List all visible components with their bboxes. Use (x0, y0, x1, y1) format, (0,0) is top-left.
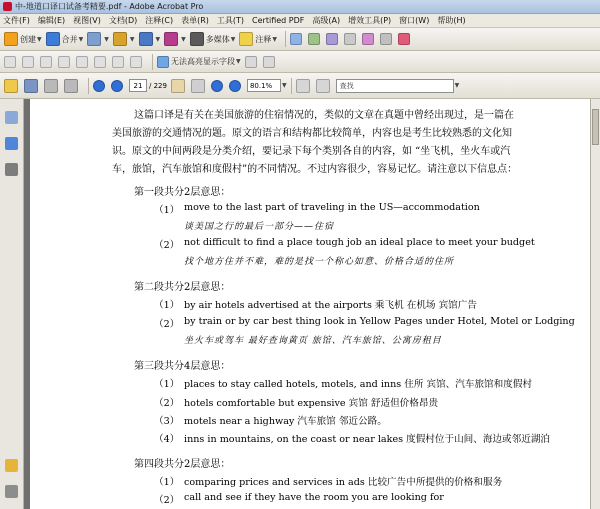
item-text: move to the last part of traveling in the US—accommodation (184, 202, 480, 213)
create-pdf-icon (4, 32, 18, 46)
item-translation: 谈美国之行的最后一部分——住宿 (184, 222, 335, 232)
forms-icon (164, 32, 178, 46)
hand-tool-button[interactable] (171, 78, 187, 94)
create-button[interactable] (4, 31, 42, 47)
menu-forms[interactable]: 表单(R) (181, 16, 209, 25)
scrollbar-thumb[interactable] (592, 109, 599, 145)
crop-tool-button[interactable] (308, 31, 322, 47)
item-number: （1） (154, 379, 180, 390)
intro-line: 车，旅馆，汽车旅馆和度假村”的不同情况。不过内容很少，容易记忆。请注意以下信息点： (112, 164, 518, 175)
toolbar-main (0, 28, 600, 51)
tool-dropdown[interactable] (76, 54, 90, 70)
intro-line: 这篇口译是有关在美国旅游的住宿情况的，类似的文章在真题中曾经出现过，是一篇在 (134, 110, 514, 121)
chevron-down-icon: ▼ (155, 35, 161, 43)
tool-signature[interactable] (112, 54, 126, 70)
menu-window[interactable]: 窗口(W) (399, 16, 430, 25)
preview-icon (245, 56, 257, 68)
chevron-down-icon[interactable]: ▼ (454, 82, 460, 89)
item-number: （2） (154, 319, 180, 330)
title-bar (0, 0, 600, 14)
tool-checkbox[interactable] (22, 54, 36, 70)
combine-icon (46, 32, 60, 46)
cursor-icon (290, 33, 302, 45)
item-text: hotels comfortable but expensive 宾馆 舒适但价格昂贵 (184, 398, 439, 409)
highlight-fields-label: 无法高亮显示字段 (171, 57, 235, 66)
menu-comments[interactable]: 注释(C) (145, 16, 174, 25)
comment-icon (239, 32, 253, 46)
chevron-down-icon: ▼ (129, 35, 135, 43)
menu-certified-pdf[interactable]: Certified PDF (252, 16, 305, 25)
toolbar-navigation (0, 73, 600, 99)
secure-button[interactable] (113, 31, 135, 47)
open-button[interactable] (4, 78, 20, 94)
arrow-up-icon (93, 80, 105, 92)
print-icon (44, 79, 58, 93)
signature-icon (112, 56, 124, 68)
email-button[interactable] (64, 78, 80, 94)
checkbox-icon (22, 56, 34, 68)
chevron-down-icon: ▼ (104, 35, 109, 43)
highlight-icon (398, 33, 410, 45)
text-icon (344, 33, 356, 45)
save-icon (24, 79, 38, 93)
next-page-button[interactable] (111, 78, 125, 94)
film-icon (190, 32, 204, 46)
item-number: （1） (154, 205, 180, 216)
fit-page-button[interactable] (296, 78, 312, 94)
item-number: （2） (154, 240, 180, 251)
marquee-zoom-button[interactable] (191, 78, 207, 94)
multimedia-button[interactable] (190, 31, 236, 47)
section-heading: 第二段共分2层意思： (134, 282, 231, 293)
crop-icon (308, 33, 320, 45)
multimedia-label: 多媒体 (205, 34, 230, 44)
item-text: places to stay called hotels, motels, and inns 住所 宾馆、汽车旅馆和度假村 (184, 379, 533, 390)
stamp-tool-button[interactable] (362, 31, 376, 47)
comment-button[interactable] (239, 31, 277, 47)
chevron-down-icon: ▼ (230, 35, 236, 43)
chevron-down-icon: ▼ (272, 35, 277, 43)
window-title: 中-地道口译口试备考精要.pdf - Adobe Acrobat Pro (15, 2, 204, 11)
item-number: （1） (154, 300, 180, 311)
distribute-button[interactable] (263, 54, 277, 70)
intro-line: 识。原文的中间两段是分类介绍，要记录下每个类别各自的内容，如 “坐飞机，坐火车或汽 (112, 146, 511, 157)
item-text: motels near a highway 汽车旅馆 邻近公路。 (184, 416, 387, 427)
pen-icon (139, 32, 153, 46)
menu-document[interactable]: 文档(D) (108, 16, 138, 25)
sign-button[interactable] (139, 31, 161, 47)
pdf-page (30, 99, 590, 509)
zoom-tool-icon (191, 79, 205, 93)
toolbar-forms (0, 51, 600, 73)
menu-tools[interactable]: 工具(T) (216, 16, 245, 25)
menu-help[interactable]: 帮助(H) (437, 16, 466, 25)
radio-icon (40, 56, 52, 68)
item-translation: 坐火车或驾车 最好查询黄页 旅馆、汽车旅馆、公寓房租目 (184, 336, 442, 346)
item-text: by air hotels advertised at the airports 乘飞机 在机场 宾馆广告 (184, 300, 477, 311)
folder-icon (4, 79, 18, 93)
barcode-icon (130, 56, 142, 68)
search-input[interactable]: 查找 (336, 79, 454, 93)
object-icon (380, 33, 392, 45)
fit-width-button[interactable] (316, 78, 332, 94)
highlight-fields-icon (157, 56, 169, 68)
forms-button[interactable] (164, 31, 186, 47)
chevron-down-icon: ▼ (37, 35, 42, 43)
chevron-down-icon[interactable]: ▼ (281, 82, 287, 89)
email-icon (64, 79, 78, 93)
navigation-pane (0, 99, 24, 509)
lock-icon (113, 32, 127, 46)
item-translation: 找个地方住并不难，难的是找一个称心如意、价格合适的住所 (184, 257, 455, 267)
section-heading: 第四段共分2层意思： (134, 459, 231, 470)
acrobat-icon (3, 2, 12, 11)
fit-page-icon (296, 79, 310, 93)
text-tool-button[interactable] (344, 31, 358, 47)
collaborate-button[interactable] (87, 31, 109, 47)
menu-plugins[interactable]: 增效工具(P) (348, 16, 392, 25)
zoom-level-input[interactable]: 80.1% (247, 79, 281, 92)
link-tool-button[interactable] (326, 31, 340, 47)
item-text: by train or by car best thing look in Yellow Pages under Hotel, Motel or Lodging (184, 316, 575, 327)
item-number: （4） (154, 434, 180, 445)
toolbar-divider (291, 78, 292, 94)
link-icon (326, 33, 338, 45)
item-number: （3） (154, 416, 180, 427)
fit-width-icon (316, 79, 330, 93)
distribute-icon (263, 56, 275, 68)
arrow-down-icon (111, 80, 123, 92)
item-text: inns in mountains, on the coast or near lakes 度假村位于山间、海边或邻近湖泊 (184, 434, 551, 445)
tool-button[interactable] (94, 54, 108, 70)
zoom-out-button[interactable] (211, 78, 225, 94)
item-number: （2） (154, 398, 180, 409)
item-number: （2） (154, 495, 180, 506)
text-field-icon (4, 56, 16, 68)
signatures-icon[interactable] (5, 163, 18, 176)
bookmarks-icon[interactable] (5, 137, 18, 150)
attachments-icon[interactable] (5, 485, 18, 498)
vertical-scrollbar[interactable] (590, 99, 600, 509)
dropdown-icon (76, 56, 88, 68)
tool-list[interactable] (58, 54, 72, 70)
item-text: comparing prices and services in ads 比较广告中所提供的价格和服务 (184, 477, 503, 488)
zoom-in-icon (229, 80, 241, 92)
combine-label: 合并 (61, 34, 78, 44)
object-tool-button[interactable] (380, 31, 394, 47)
create-label: 创建 (20, 34, 36, 44)
toolbar-divider (88, 78, 89, 94)
pages-icon[interactable] (5, 111, 18, 124)
section-heading: 第一段共分2层意思： (134, 187, 231, 198)
menu-view[interactable]: 视图(V) (73, 16, 101, 25)
highlight-tool-button[interactable] (398, 31, 412, 47)
zoom-out-icon (211, 80, 223, 92)
highlight-fields-button[interactable] (157, 54, 241, 70)
save-button[interactable] (24, 78, 40, 94)
list-box-icon (58, 56, 70, 68)
combine-button[interactable] (46, 31, 84, 47)
chevron-down-icon: ▼ (78, 35, 84, 43)
collaborate-icon (87, 32, 101, 46)
hand-icon (171, 79, 185, 93)
menu-edit[interactable]: 编辑(E) (37, 16, 66, 25)
page-number-input[interactable]: 21 (129, 79, 147, 92)
tool-radio[interactable] (40, 54, 54, 70)
prev-page-button[interactable] (93, 78, 107, 94)
item-number: （1） (154, 477, 180, 488)
menu-advanced[interactable]: 高级(A) (312, 16, 341, 25)
select-tool-button[interactable] (290, 31, 304, 47)
tool-text-field[interactable] (4, 54, 18, 70)
intro-line: 美国旅游的交通情况的题。原文的语言和结构都比较简单，内容也是考生比较熟悉的文化知 (112, 128, 512, 139)
page-total: / 229 (149, 81, 167, 90)
item-text: call and see if they have the room you are looking for (184, 492, 444, 503)
zoom-in-button[interactable] (229, 78, 243, 94)
toolbar-divider (285, 31, 286, 47)
toolbar-divider (152, 54, 153, 70)
button-field-icon (94, 56, 106, 68)
print-button[interactable] (44, 78, 60, 94)
section-heading: 第三段共分4层意思： (134, 361, 231, 372)
stamp-icon (362, 33, 374, 45)
menu-file[interactable]: 文件(F) (3, 16, 30, 25)
comment-label: 注释 (255, 34, 272, 44)
preview-button[interactable] (245, 54, 259, 70)
item-text: not difficult to find a place tough job an ideal place to meet your budget (184, 237, 535, 248)
menu-bar (0, 14, 600, 28)
comments-icon[interactable] (5, 459, 18, 472)
chevron-down-icon: ▼ (236, 58, 241, 65)
document-area (24, 99, 600, 509)
chevron-down-icon: ▼ (181, 35, 186, 43)
tool-barcode[interactable] (130, 54, 144, 70)
